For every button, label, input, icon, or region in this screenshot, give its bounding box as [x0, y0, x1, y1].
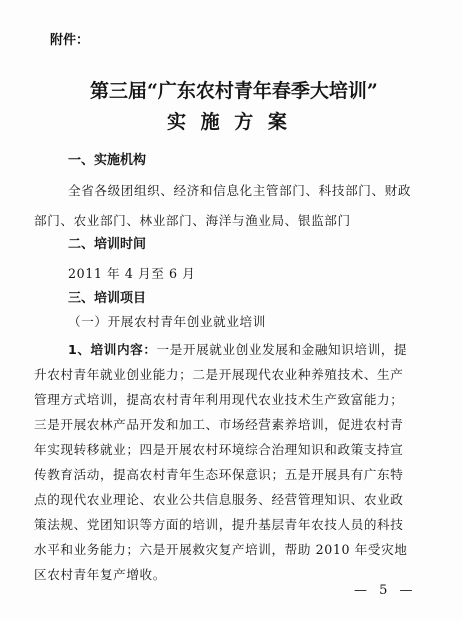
section-heading-2: 二、培训时间	[68, 237, 147, 252]
paragraph-1-line-1	[68, 340, 407, 361]
subsection-heading-1: （一）开展农村青年创业就业培训	[68, 314, 266, 329]
paragraph-1-lead: 1、培训内容：	[68, 342, 157, 357]
section-heading-3: 三、培训项目	[68, 291, 147, 306]
paragraph-1-line-2: 升农村青年就业创业能力；二是开展现代农业种养殖技术、生产	[34, 367, 404, 382]
section-2-text-line-1: 2011 年 4 月至 6 月	[68, 266, 196, 281]
section-1-text-line-1: 全省各级团组织、经济和信息化主管部门、科技部门、财政	[68, 183, 412, 198]
paragraph-1-line-10: 区农村青年复产增收。	[34, 567, 166, 582]
paragraph-1-line-1-rest: 一是开展就业创业发展和金融知识培训，提	[156, 342, 408, 357]
attachment-label: 附件：	[50, 33, 90, 48]
document-title-line-2: 实 施 方 案	[167, 111, 291, 133]
paragraph-1-line-9: 水平和业务能力；六是开展救灾复产培训，帮助 2010 年受灾地	[34, 542, 408, 557]
paragraph-1-line-7: 点的现代农业理论、农业公共信息服务、经营管理知识、农业政	[34, 492, 404, 507]
page-number: — 5 —	[354, 583, 417, 598]
paragraph-1-line-5: 年实现转移就业；四是开展农村环境综合治理知识和政策支持宣	[34, 442, 404, 457]
paragraph-1-line-6: 传教育活动，提高农村青年生态环保意识；五是开展具有广东特	[34, 467, 404, 482]
section-heading-1: 一、实施机构	[68, 153, 147, 168]
paragraph-1-line-3: 管理方式培训，提高农村青年利用现代农业技术生产致富能力；	[34, 392, 404, 407]
paragraph-1-line-8: 策法规、党团知识等方面的培训，提升基层青年农技人员的科技	[34, 517, 404, 532]
document-title-line-1: 第三届“广东农村青年春季大培训”	[90, 80, 378, 102]
section-1-text-line-2: 部门、农业部门、林业部门、海洋与渔业局、银监部门	[34, 213, 351, 228]
paragraph-1-line-4: 三是开展农林产品开发和加工、市场经营素养培训，促进农村青	[34, 417, 404, 432]
